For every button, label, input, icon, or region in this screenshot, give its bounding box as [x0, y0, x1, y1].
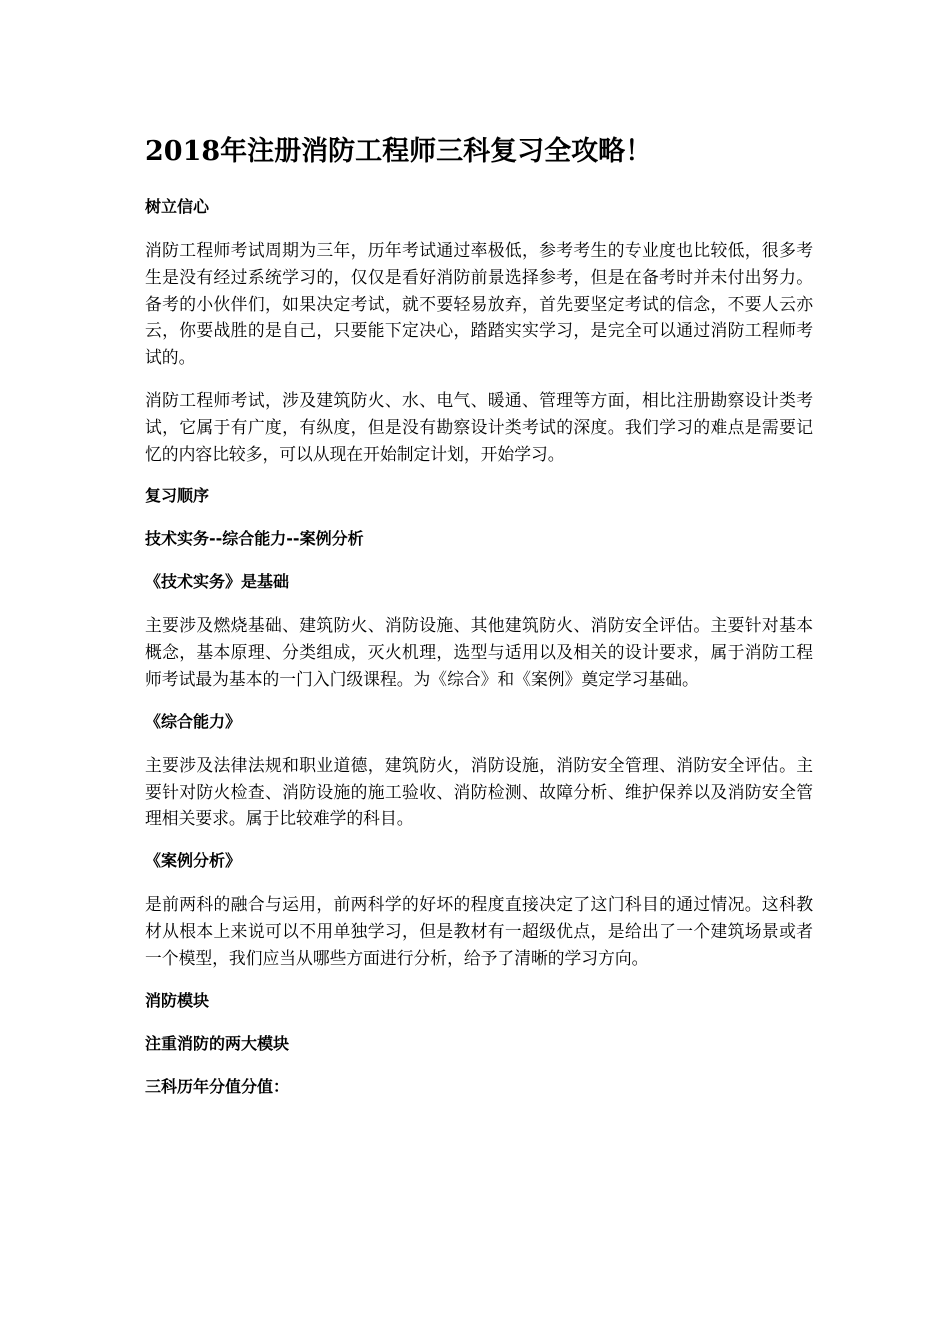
document-page [145, 132, 813, 1117]
paragraph: 消防工程师考试，涉及建筑防火、水、电气、暖通、管理等方面，相比注册勘察设计类考试，它属于有广度，有纵度，但是没有勘察设计类考试的深度。我们学习的难点是需要记忆的内容比较多，可以从现在开始制定计划，开始学习。 [145, 389, 813, 464]
paragraph: 是前两科的融合与运用，前两科学的好坏的程度直接决定了这门科目的通过情况。这科教材从根本上来说可以不用单独学习，但是教材有一超级优点，是给出了一个建筑场景或者一个模型，我们应当从哪些方面进行分析，给予了清晰的学习方向。 [145, 894, 813, 968]
section-heading-order: 复习顺序 [145, 486, 210, 506]
paragraph: 消防工程师考试周期为三年，历年考试通过率极低，参考考生的专业度也比较低，很多考生是没有经过系统学习的，仅仅是看好消防前景选择参考，但是在备考时并未付出努力。备考的小伙伴们，如果决定考试，就不要轻易放弃，首先要坚定考试的信念，不要人云亦云，你要战胜的是自己，只要能下定决心，踏踏实实学习，是完全可以通过消防工程师考试的。 [145, 240, 813, 368]
subject-heading-tech: 《技术实务》是基础 [145, 572, 290, 592]
subject-heading-case: 《案例分析》 [145, 851, 242, 871]
document-title: 2018年注册消防工程师三科复习全攻略！ [145, 136, 653, 167]
review-sequence: 技术实务--综合能力--案例分析 [145, 529, 364, 549]
paragraph: 主要涉及燃烧基础、建筑防火、消防设施、其他建筑防火、消防安全评估。主要针对基本概念，基本原理、分类组成，灭火机理，选型与适用以及相关的设计要求，属于消防工程师考试最为基本的一门入门级课程。为《综合》和《案例》奠定学习基础。 [145, 615, 813, 689]
section-heading-confidence: 树立信心 [145, 197, 210, 216]
paragraph: 主要涉及法律法规和职业道德，建筑防火，消防设施，消防安全管理、消防安全评估。主要针对防火检查、消防设施的施工验收、消防检测、故障分析、维护保养以及消防安全管理相关要求。属于比较难学的科目。 [145, 754, 813, 829]
modules-subheading: 注重消防的两大模块 [145, 1033, 290, 1053]
section-heading-modules: 消防模块 [145, 990, 210, 1010]
subject-heading-comprehensive: 《综合能力》 [145, 711, 242, 731]
scores-heading: 三科历年分值分值： [145, 1076, 290, 1096]
